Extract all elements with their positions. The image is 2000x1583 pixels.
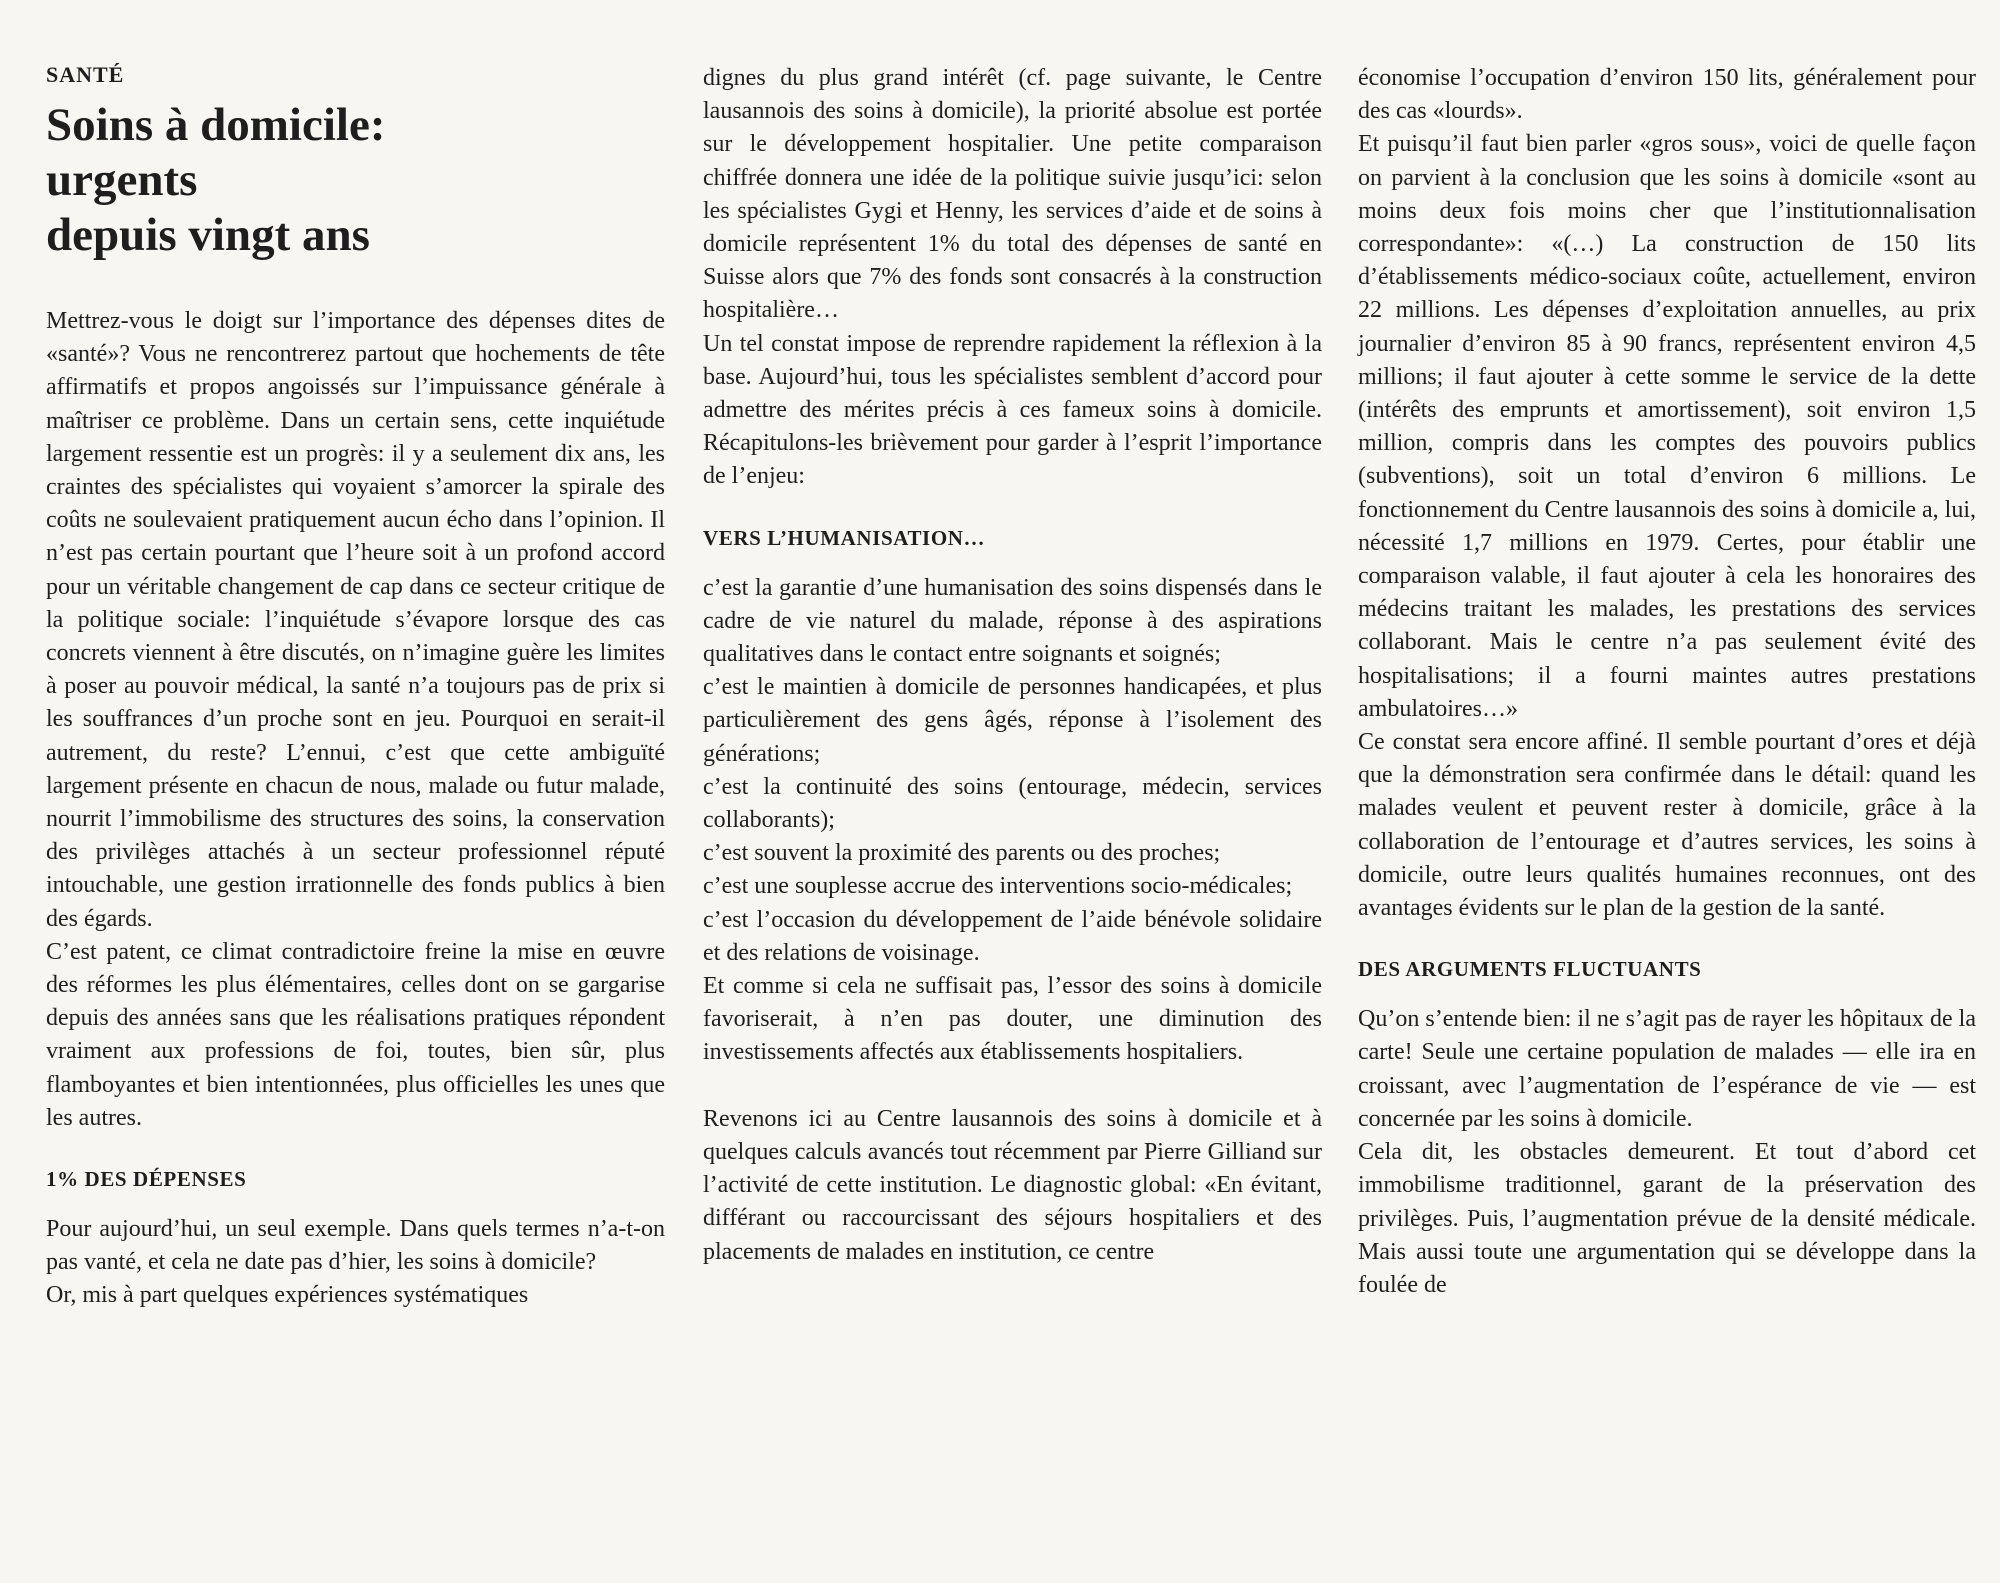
list-item: c’est la garantie d’une humanisation des soins dispensés dans le cadre de vie naturel du malade, réponse à des aspirations qualitatives dans le contact entre soignants et soignés;	[703, 574, 1322, 668]
paragraph-gap	[703, 1070, 1322, 1103]
headline-line: urgents	[46, 154, 198, 206]
paragraph: dignes du plus grand intérêt (cf. page suivante, le Centre lausannois des soins à domicile), la priorité absolue est portée sur le développement hospitalier. Une petite comparaison chiffrée donnera une idée de la politique suivie jusqu’ici: selon les spécialistes Gygi et Henny, les services d’aide et de soins à domicile représentent 1% du total des dépenses de santé en Suisse alors que 7% des fonds sont consacrés à la construction hospitalière…	[703, 65, 1322, 324]
paragraph: Revenons ici au Centre lausannois des soins à domicile et à quelques calculs avancés tout récemment par Pierre Gilliand sur l’activité de cette institution. Le diagnostic global: «En évitant, différant ou raccourcissant des séjours hospitaliers et des placements de malades en institution, ce centre	[703, 1105, 1322, 1265]
list-item: c’est souvent la proximité des parents ou des proches;	[703, 840, 1221, 867]
column-3	[1358, 62, 1976, 1302]
section-kicker: SANTÉ	[46, 62, 125, 87]
paragraph: économise l’occupation d’environ 150 lits, généralement pour des cas «lourds».	[1358, 65, 1976, 125]
list-item: c’est l’occasion du développement de l’aide bénévole solidaire et des relations de voisinage.	[703, 906, 1322, 966]
headline-line: depuis vingt ans	[46, 209, 370, 261]
paragraph: Mettrez-vous le doigt sur l’importance des dépenses dites de «santé»? Vous ne rencontrerez partout que hochements de tête affirmatifs et propos angoissés sur l’impuissance générale à maîtriser ce problème. Dans un certain sens, cette inquiétude largement ressentie est un progrès: il y a seulement dix ans, les craintes des spécialistes qui voyaient s’amorcer la spirale des coûts ne soulevaient pratiquement aucun écho dans l’opinion. Il n’est pas certain pourtant que l’heure soit à un profond accord pour un véritable changement de cap dans ce secteur critique de la politique sociale: l’inquiétude s’évapore lorsque des cas concrets viennent à être discutés, on n’imagine guère les limites à poser au pouvoir médical, la santé n’a toujours pas de prix si les souffrances d’un proche sont en jeu. Pourquoi en serait-il autrement, du reste? L’ennui, c’est que cette ambiguïté largement présente en chacun de nous, malade ou futur malade, nourrit l’immobilisme des structures des soins, la conservation des privilèges attachés à un secteur professionnel réputé intouchable, une gestion irrationnelle des fonds publics à bien des égards.	[46, 308, 665, 932]
article-headline	[46, 98, 665, 263]
list-item: c’est la continuité des soins (entourage, médecin, services collaborants);	[703, 773, 1322, 834]
paragraph: Et comme si cela ne suffisait pas, l’essor des soins à domicile favoriserait, à n’en pas douter, une diminution des investissements affectés aux établissements hospitaliers.	[703, 973, 1322, 1066]
list-item: c’est le maintien à domicile de personnes handicapées, et plus particulièrement des gens âgés, réponse à l’isolement des générations;	[703, 674, 1322, 767]
paragraph: Un tel constat impose de reprendre rapidement la réflexion à la base. Aujourd’hui, tous les spécialistes semblent d’accord pour admettre des mérites précis à ces fameux soins à domicile. Récapitulons-les brièvement pour garder à l’esprit l’importance de l’enjeu:	[703, 330, 1322, 490]
paragraph: Ce constat sera encore affiné. Il semble pourtant d’ores et déjà que la démonstration sera confirmée dans le détail: quand les malades veulent et peuvent rester à domicile, grâce à la collaboration de l’entourage et d’autres services, les soins à domicile, outre leurs qualités humaines reconnues, ont des avantages évidents sur le plan de la gestion de la santé.	[1358, 729, 1976, 922]
subheading: VERS L’HUMANISATION…	[703, 525, 986, 550]
paragraph: Cela dit, les obstacles demeurent. Et tout d’abord cet immobilisme traditionnel, garant de la préservation des privilèges. Puis, l’augmentation prévue de la densité médicale. Mais aussi toute une argumentation qui se développe dans la foulée de	[1358, 1139, 1976, 1298]
subheading: 1% DES DÉPENSES	[46, 1167, 247, 1192]
column-2	[703, 62, 1322, 1269]
headline-line: Soins à domicile:	[46, 99, 386, 151]
paragraph: Or, mis à part quelques expériences systématiques	[46, 1282, 529, 1309]
paragraph: C’est patent, ce climat contradictoire freine la mise en œuvre des réformes les plus élémentaires, celles dont on se gargarise depuis des années sans que les réalisations pratiques répondent vraiment aux professions de foi, toutes, bien sûr, plus flamboyantes et bien intentionnées, plus officielles les unes que les autres.	[46, 938, 665, 1131]
subheading: DES ARGUMENTS FLUCTUANTS	[1358, 957, 1702, 982]
paragraph: Et puisqu’il faut bien parler «gros sous», voici de quelle façon on parvient à la conclusion que les soins à domicile «sont au moins deux fois moins cher que l’institutionnalisation correspondante»: «(…) La construction de 150 lits d’établissements médico-sociaux coûte, actuellement, environ 22 millions. Les dépenses d’exploitation annuelles, au prix journalier d’environ 85 à 90 francs, représentent environ 4,5 millions; il faut ajouter à cette somme le service de la dette (intérêts des emprunts et amortissement), soit environ 1,5 million, compris dans les comptes des pouvoirs publics (subventions), soit un total d’environ 6 millions. Le fonctionnement du Centre lausannois des soins à domicile a, lui, nécessité 1,7 millions en 1979. Certes, pour établir une comparaison valable, il faut ajouter à cela les honoraires des médecins traitant les malades, les prestations des services collaborant. Mais le centre n’a pas seulement évité des hospitalisations; il a fourni maintes autres prestations ambulatoires…»	[1358, 131, 1976, 722]
paragraph: Pour aujourd’hui, un seul exemple. Dans quels termes n’a-t-on pas vanté, et cela ne date pas d’hier, les soins à domicile?	[46, 1216, 665, 1276]
column-1	[46, 62, 665, 1313]
list-item: c’est une souplesse accrue des interventions socio-médicales;	[703, 873, 1293, 900]
paragraph: Qu’on s’entende bien: il ne s’agit pas de rayer les hôpitaux de la carte! Seule une certaine population de malades — elle ira en croissant, avec l’augmentation de l’espérance de vie — est concernée par les soins à domicile.	[1358, 1006, 1976, 1132]
